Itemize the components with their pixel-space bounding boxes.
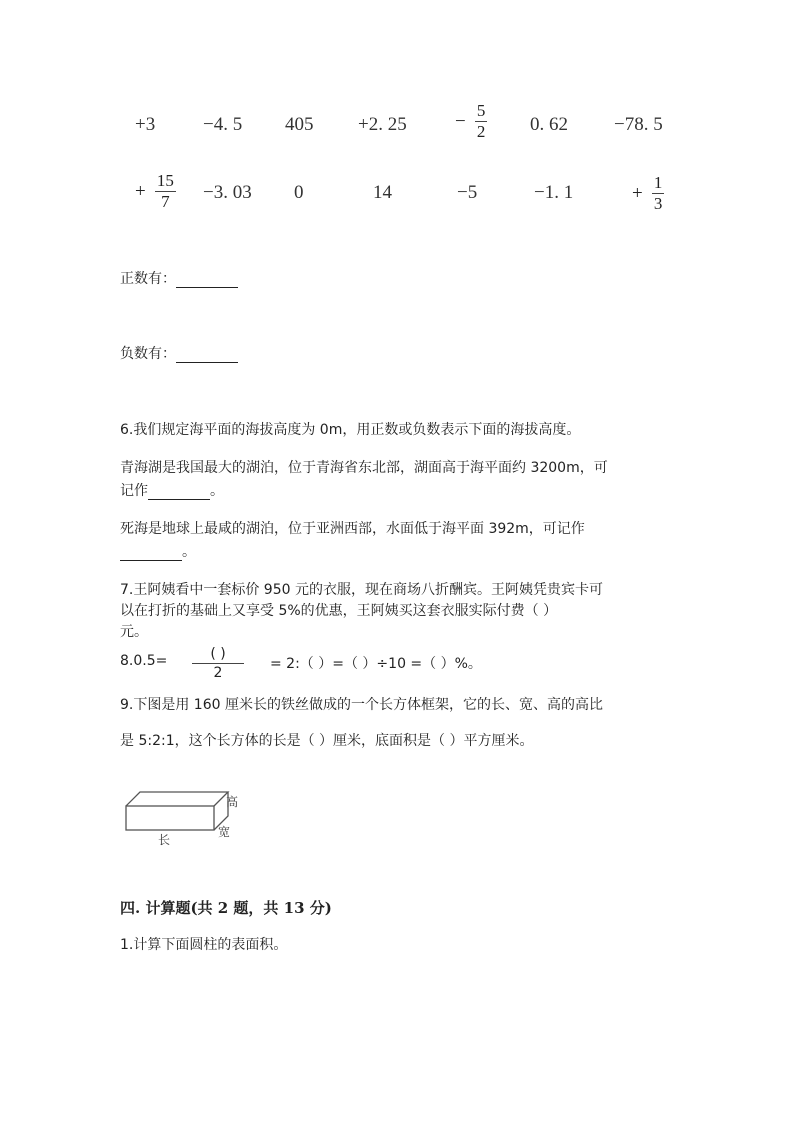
cuboid-front-face xyxy=(126,806,214,830)
section4-q1: 1.计算下面圆柱的表面积。 xyxy=(120,937,288,953)
numerator: 15 xyxy=(156,171,174,190)
q8-prefix: 8.0.5= xyxy=(120,653,168,669)
q7-line3: 元。 xyxy=(120,624,148,640)
q8-suffix: = 2:（ ）=（ ）÷10 =（ ）%。 xyxy=(270,656,482,672)
negative-label: 负数有： xyxy=(120,346,176,362)
section4-heading: 四. 计算题(共 2 题，共 13 分) xyxy=(120,899,332,917)
sign: − xyxy=(455,110,466,132)
number-item: −5 xyxy=(457,182,478,203)
number-item: −1. 1 xyxy=(534,182,574,203)
fraction-number xyxy=(455,102,487,141)
number-item: +3 xyxy=(135,114,156,135)
q6-line2b-post: 。 xyxy=(182,544,196,560)
negative-answer xyxy=(120,343,238,363)
number-item: −78. 5 xyxy=(614,114,663,135)
q6-line1b xyxy=(120,480,224,500)
numerator: 5 xyxy=(476,101,486,120)
q6-line1b-pre: 记作 xyxy=(120,483,148,499)
number-item: 405 xyxy=(285,114,314,135)
q9-line1: 9.下图是用 160 厘米长的铁丝做成的一个长方体框架，它的长、宽、高的高比 xyxy=(120,697,603,713)
q6-line2b xyxy=(120,541,196,561)
sign: + xyxy=(135,180,146,202)
number-item: −3. 03 xyxy=(203,182,252,203)
number-item: 0 xyxy=(294,182,304,203)
cuboid-top-face xyxy=(126,792,228,806)
q6-title: 6.我们规定海平面的海拔高度为 0m，用正数或负数表示下面的海拔高度。 xyxy=(120,422,581,438)
positive-label: 正数有： xyxy=(120,271,176,287)
q9-line2: 是 5:2:1，这个长方体的长是（ ）厘米，底面积是（ ）平方厘米。 xyxy=(120,733,534,749)
q6-line1a: 青海湖是我国最大的湖泊，位于青海省东北部，湖面高于海平面约 3200m，可 xyxy=(120,460,608,476)
positive-blank[interactable] xyxy=(176,273,238,288)
q8-fraction xyxy=(192,646,244,681)
denominator: 2 xyxy=(476,122,486,141)
label-width: 宽 xyxy=(218,825,231,839)
positive-answer xyxy=(120,268,238,288)
q6-line2a: 死海是地球上最咸的湖泊，位于亚洲西部，水面低于海平面 392m，可记作 xyxy=(120,521,585,537)
sign: + xyxy=(632,182,643,204)
q6-blank-2[interactable] xyxy=(120,546,182,561)
q7-line1: 7.王阿姨看中一套标价 950 元的衣服，现在商场八折酬宾。王阿姨凭贵宾卡可 xyxy=(120,582,603,598)
denominator: 7 xyxy=(161,192,170,211)
cuboid-figure xyxy=(118,784,248,854)
number-item: +2. 25 xyxy=(358,114,407,135)
negative-blank[interactable] xyxy=(176,348,238,363)
number-item: 14 xyxy=(373,182,392,203)
q8-frac-den: 2 xyxy=(213,665,223,681)
number-item: −4. 5 xyxy=(203,114,243,135)
q8-frac-num: ( ) xyxy=(210,646,226,662)
fraction-number xyxy=(135,172,176,211)
q6-blank-1[interactable] xyxy=(148,485,210,500)
q6-line1b-post: 。 xyxy=(210,483,224,499)
denominator: 3 xyxy=(653,194,663,213)
label-height: 高 xyxy=(226,795,239,809)
fraction-number xyxy=(632,174,664,213)
label-length: 长 xyxy=(158,833,171,847)
q7-line2: 以在打折的基础上又享受 5%的优惠，王阿姨买这套衣服实际付费（ ） xyxy=(120,603,558,619)
number-item: 0. 62 xyxy=(530,114,568,135)
numerator: 1 xyxy=(653,173,663,192)
